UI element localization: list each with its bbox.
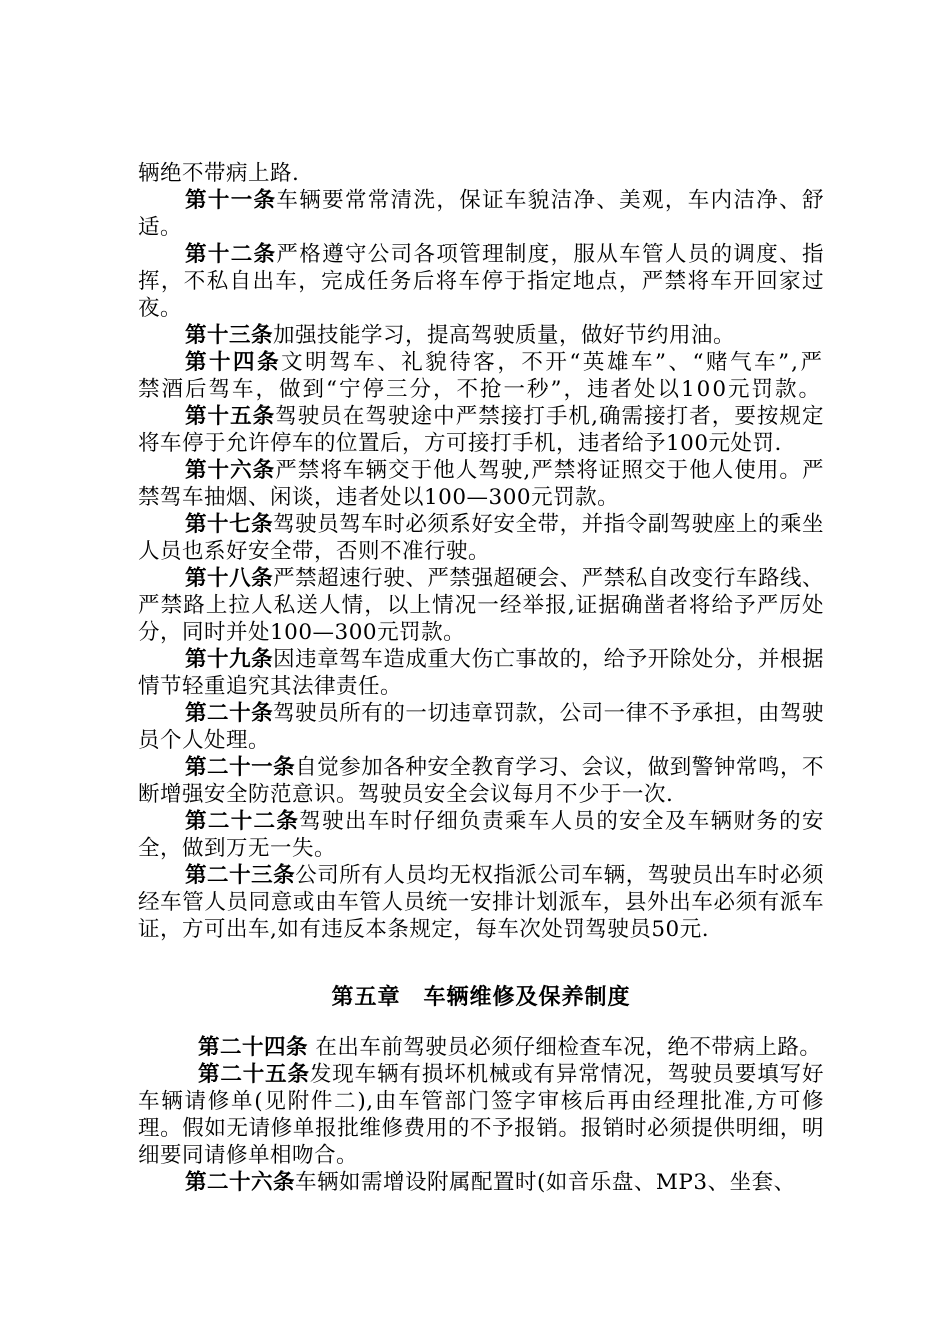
article-number: 第十三条 (185, 323, 274, 348)
article-number: 第二十二条 (185, 809, 300, 834)
article-number: 第二十六条 (185, 1170, 296, 1195)
article-24 (138, 1034, 824, 1061)
article-number: 第十一条 (185, 188, 277, 213)
article-18 (138, 565, 824, 646)
article-number: 第二十一条 (185, 755, 296, 780)
article-text: 发现车辆有损坏机械或有异常情况，驾驶员要填写好车辆请修单(见附件二),由车管部门签字审核后再由经理批准,方可修理。假如无请修单报批维修费用的不予报销。报销时必须提供明细，明细要同请修单相吻合。 (138, 1062, 824, 1168)
article-text: 严禁将车辆交于他人驾驶,严禁将证照交于他人使用。严禁驾车抽烟、闲谈，违者处以100—300元罚款。 (138, 458, 824, 510)
article-text: 因违章驾车造成重大伤亡事故的，给予开除处分，并根据情节轻重追究其法律责任。 (138, 647, 824, 699)
article-text: 车辆如需增设附属配置时(如音乐盘、MP3、坐套、 (295, 1170, 796, 1195)
articles-block-1 (138, 160, 824, 943)
articles-block-2 (138, 1034, 824, 1196)
article-text: 严禁超速行驶、严禁强超硬会、严禁私自改变行车路线、严禁路上拉人私送人情，以上情况一经举报,证据确凿者将给予严厉处分，同时并处100—300元罚款。 (138, 566, 824, 645)
article-26 (138, 1169, 824, 1196)
article-17 (138, 511, 824, 565)
article-text: 公司所有人员均无权指派公司车辆，驾驶员出车时必须经车管人员同意或由车管人员统一安排计划派车，县外出车必须有派车证，方可出车,如有违反本条规定，每车次处罚驾驶员50元. (138, 863, 824, 942)
article-22 (138, 808, 824, 862)
article-number: 第二十条 (185, 701, 274, 726)
article-23 (138, 862, 824, 943)
article-text: 文明驾车、礼貌待客，不开“英雄车”、“赌气车”,严禁酒后驾车，做到“宁停三分，不抢一秒”，违者处以100元罚款。 (138, 350, 824, 402)
article-16 (138, 457, 824, 511)
article-number: 第十七条 (185, 512, 274, 537)
article-text: 严格遵守公司各项管理制度，服从车管人员的调度、指挥，不私自出车，完成任务后将车停于指定地点，严禁将车开回家过夜。 (138, 242, 824, 321)
article-25 (138, 1061, 824, 1169)
article-text: 驾驶员在驾驶途中严禁接打手机,确需接打者，要按规定将车停于允许停车的位置后，方可接打手机，违者给予100元处罚. (138, 404, 824, 456)
article-number: 第十五条 (185, 404, 276, 429)
article-text: 车辆要常常清洗，保证车貌洁净、美观，车内洁净、舒适。 (138, 188, 824, 240)
article-text: 驾驶员所有的一切违章罚款，公司一律不予承担，由驾驶员个人处理。 (138, 701, 824, 753)
article-number: 第十六条 (185, 458, 276, 483)
article-14 (138, 349, 824, 403)
article-number: 第十九条 (185, 647, 274, 672)
article-13 (138, 322, 824, 349)
article-number: 第十八条 (185, 566, 274, 591)
article-number: 第二十五条 (198, 1062, 310, 1087)
article-number: 第十四条 (185, 350, 282, 375)
article-text: 加强技能学习，提高驾驶质量，做好节约用油。 (273, 323, 736, 348)
article-19 (138, 646, 824, 700)
article-text: 驾驶员驾车时必须系好安全带，并指令副驾驶座上的乘坐人员也系好安全带，否则不准行驶。 (138, 512, 824, 564)
article-text: 自觉参加各种安全教育学习、会议，做到警钟常鸣，不断增强安全防范意识。驾驶员安全会议每月不少于一次. (138, 755, 824, 807)
chapter-heading: 第五章 车辆维修及保养制度 (331, 984, 631, 1010)
continuation-line: 辆绝不带病上路. (138, 161, 300, 186)
article-11 (138, 187, 824, 241)
article-15 (138, 403, 824, 457)
article-20 (138, 700, 824, 754)
article-21 (138, 754, 824, 808)
article-text: 驾驶出车时仔细负责乘车人员的安全及车辆财务的安全，做到万无一失。 (138, 809, 824, 861)
article-number: 第二十四条 (198, 1035, 309, 1060)
article-12 (138, 241, 824, 322)
article-number: 第二十三条 (185, 863, 296, 888)
article-number: 第十二条 (185, 242, 277, 267)
article-text: 在出车前驾驶员必须仔细检查车况，绝不带病上路。 (308, 1035, 822, 1060)
